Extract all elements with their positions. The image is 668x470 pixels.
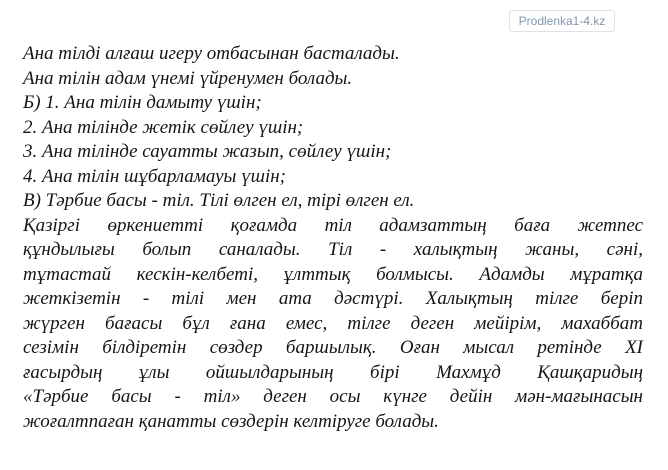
text-line: 3. Ана тілінде сауатты жазып, сөйлеу үшін; [23,141,392,162]
paragraph-line: «Тәрбие басы - тіл» деген осы күнге дейін мән-мағынасын [23,386,643,407]
text-line: 2. Ана тілінде жетік сөйлеу үшін; [23,116,304,138]
text-line: Б) 1. Ана тілін дамыту үшін; [23,92,262,113]
paragraph-line: Қазіргі өркениетті қоғамда тіл адамзаттың баға жетпес [23,214,643,236]
text-line: 4. Ана тілін шұбарламауы үшін; [23,165,287,187]
paragraph-line-last: жоғалтпаған қанатты сөздерін келтіруге болады. [23,410,439,432]
text-line: Ана тілді алғаш игеру отбасынан басталады. [23,43,400,64]
paragraph-line: жеткізетін - тілі мен ата дәстүрі. Халықтың тілге беріп [23,288,643,309]
paragraph-line: жүрген бағасы бұл ғана емес, тілге деген мейірім, махаббат [23,312,643,334]
text-line: Ана тілін адам үнемі үйренумен болады. [23,67,353,89]
paragraph-line: ғасырдың ұлы ойшылдарының бірі Махмұд Қашқаридың [23,361,643,383]
document-text [23,42,643,434]
paragraph-line: сезімін білдіретін сөздер баршылық. Оған мысал ретінде XI [23,337,643,358]
site-watermark: Prodlenka1-4.kz [509,10,615,32]
text-line: В) Тәрбие басы - тіл. Тілі өлген ел, тірі өлген ел. [23,190,415,211]
paragraph-line: құндылығы болып саналады. Тіл - халықтың жаны, сәні, [23,239,643,260]
paragraph-line: тұтастай кескін-келбеті, ұлттық болмысы. Адамды мұратқа [23,263,643,285]
